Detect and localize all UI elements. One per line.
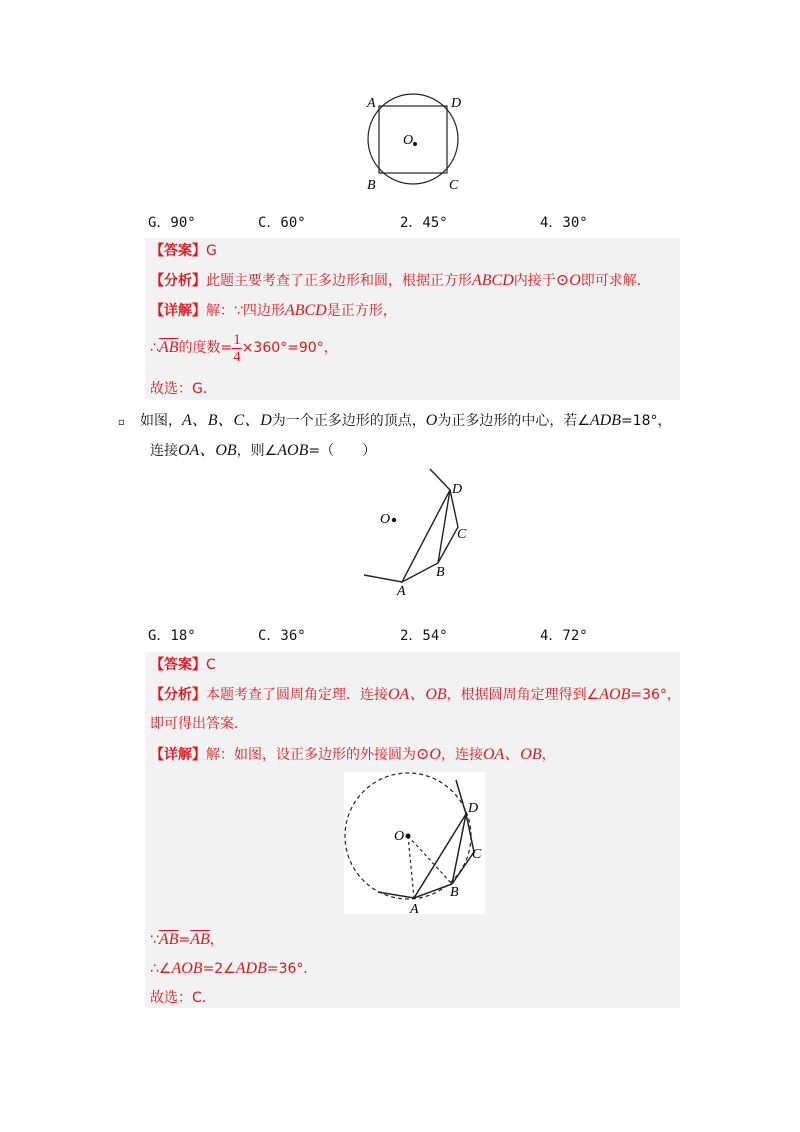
circumscribed-polygon-figure: [344, 772, 485, 914]
q1-analysis-line: [150, 271, 651, 291]
q2-because-line: [150, 930, 224, 950]
label-d: D: [468, 801, 479, 816]
stem-line2-vars: OA、OB: [178, 442, 237, 459]
q2-option-a[interactable]: G．18°: [148, 628, 196, 644]
label-a: A: [410, 902, 419, 914]
q1-answer-line: [150, 241, 217, 261]
stem-vars: A、B、C、D: [182, 412, 272, 429]
q2-analysis-line2: 即可得出答案．: [150, 716, 248, 732]
label-a: A: [367, 96, 376, 111]
comma: ，: [209, 932, 224, 948]
label-d: D: [451, 96, 462, 111]
fraction-one-quarter: $\frac{1}{4}$: [233, 331, 241, 365]
detail-text-3: ，: [541, 747, 556, 763]
q2-option-b[interactable]: C．36°: [258, 628, 306, 644]
q1-calc-line: [150, 330, 338, 366]
analysis-vars: OA、OB: [388, 686, 447, 703]
q2-stem-line1: [118, 411, 672, 433]
arc-ab: $\overline{AB}$: [158, 339, 179, 356]
analysis-circle: ⊙O: [555, 272, 581, 289]
label-b: B: [450, 885, 459, 900]
calc-text: 的度数=: [178, 340, 233, 356]
q2-therefore-line: [150, 959, 317, 979]
stem-angle: ADB: [589, 412, 622, 429]
center-point: [406, 834, 411, 839]
therefore-symbol: ∴: [150, 340, 159, 356]
analysis-text-3: =36°，: [630, 687, 681, 703]
analysis-var: ABCD: [472, 272, 514, 289]
detail-circle: ⊙O: [416, 746, 441, 763]
detail-text-2: 是正方形，: [326, 303, 397, 319]
conc-mid: =2∠: [202, 961, 236, 977]
analysis-tag: 【分析】: [150, 273, 206, 289]
analysis-text-2: 内接于: [513, 273, 556, 289]
detail-text-2: ，连接: [440, 747, 483, 763]
equals: =: [178, 932, 191, 948]
polygon-figure: [360, 465, 480, 600]
analysis-angle: AOB: [599, 686, 631, 703]
analysis-text: 本题考查了圆周角定理．连接: [206, 687, 388, 703]
arc-ab-1: $\overline{AB}$: [158, 931, 179, 948]
label-c: C: [457, 527, 467, 542]
detail-text: 解：∵四边形: [206, 303, 285, 319]
q2-stem-line2: [150, 441, 376, 461]
label-o: O: [403, 133, 414, 148]
q1-option-c[interactable]: 2．45°: [400, 215, 448, 231]
q1-options: [148, 212, 668, 232]
stem-line2-text-3: =（ ）: [308, 443, 377, 459]
q1-option-b[interactable]: C．60°: [258, 215, 306, 231]
q2-answer-line: [150, 655, 216, 675]
detail-tag: 【详解】: [150, 303, 206, 319]
stem-text-3: 为正多边形的中心，若∠: [437, 413, 590, 429]
detail-vars: OA、OB: [482, 746, 542, 763]
q2-option-c[interactable]: 2．54°: [400, 628, 448, 644]
conc-end: =36°．: [266, 961, 318, 977]
question-marker: ▫: [118, 417, 125, 428]
label-o: O: [380, 512, 391, 527]
q2-analysis-line: [150, 685, 681, 705]
analysis-text: 此题主要考查了正多边形和圆，根据正方形: [206, 273, 472, 289]
stem-text-4: =18°，: [621, 413, 672, 429]
stem-text-2: 为一个正多边形的顶点，: [271, 413, 426, 429]
detail-text: 解：如图，设正多边形的外接圆为: [206, 747, 416, 763]
q2-detail-line: [150, 745, 556, 765]
label-d: D: [452, 482, 463, 497]
square-in-circle-figure: [355, 92, 470, 194]
label-c: C: [449, 178, 459, 193]
analysis-text-2: ，根据圆周角定理得到∠: [446, 687, 600, 703]
because-symbol: ∵: [150, 932, 159, 948]
label-o: O: [394, 829, 405, 844]
therefore-symbol: ∴∠: [150, 961, 172, 977]
arc-ab-2: $\overline{AB}$: [190, 931, 210, 948]
analysis-tag: 【分析】: [150, 687, 206, 703]
label-b: B: [436, 565, 445, 580]
stem-line2-text-2: ，则∠: [236, 443, 278, 459]
stem-text: 如图，: [140, 413, 182, 429]
answer-tag: 【答案】: [150, 243, 206, 259]
answer-value: C: [206, 657, 216, 673]
q1-option-d[interactable]: 4．30°: [540, 215, 588, 231]
calc-rest: ×360°=90°，: [241, 340, 338, 356]
q1-option-a[interactable]: G．90°: [148, 215, 196, 231]
angle-aob: AOB: [171, 960, 203, 977]
label-a: A: [397, 584, 406, 599]
analysis-text-3: 即可求解．: [580, 273, 651, 289]
stem-line2-text: 连接: [150, 443, 178, 459]
detail-var: ABCD: [284, 302, 327, 319]
answer-tag: 【答案】: [150, 657, 206, 673]
q1-detail-line: [150, 301, 397, 321]
center-point: [392, 518, 396, 522]
label-c: C: [472, 847, 482, 862]
q1-choose-line: 故选：G．: [150, 381, 217, 397]
stem-o: O: [425, 412, 438, 429]
q2-choose-line: 故选：C．: [150, 990, 216, 1006]
angle-adb: ADB: [235, 960, 267, 977]
answer-value: G: [206, 243, 217, 259]
q2-option-d[interactable]: 4．72°: [540, 628, 588, 644]
detail-tag: 【详解】: [150, 747, 206, 763]
center-point: [413, 142, 417, 146]
q2-options: [148, 625, 668, 645]
stem-line2-angle: AOB: [277, 442, 309, 459]
label-b: B: [367, 178, 376, 193]
